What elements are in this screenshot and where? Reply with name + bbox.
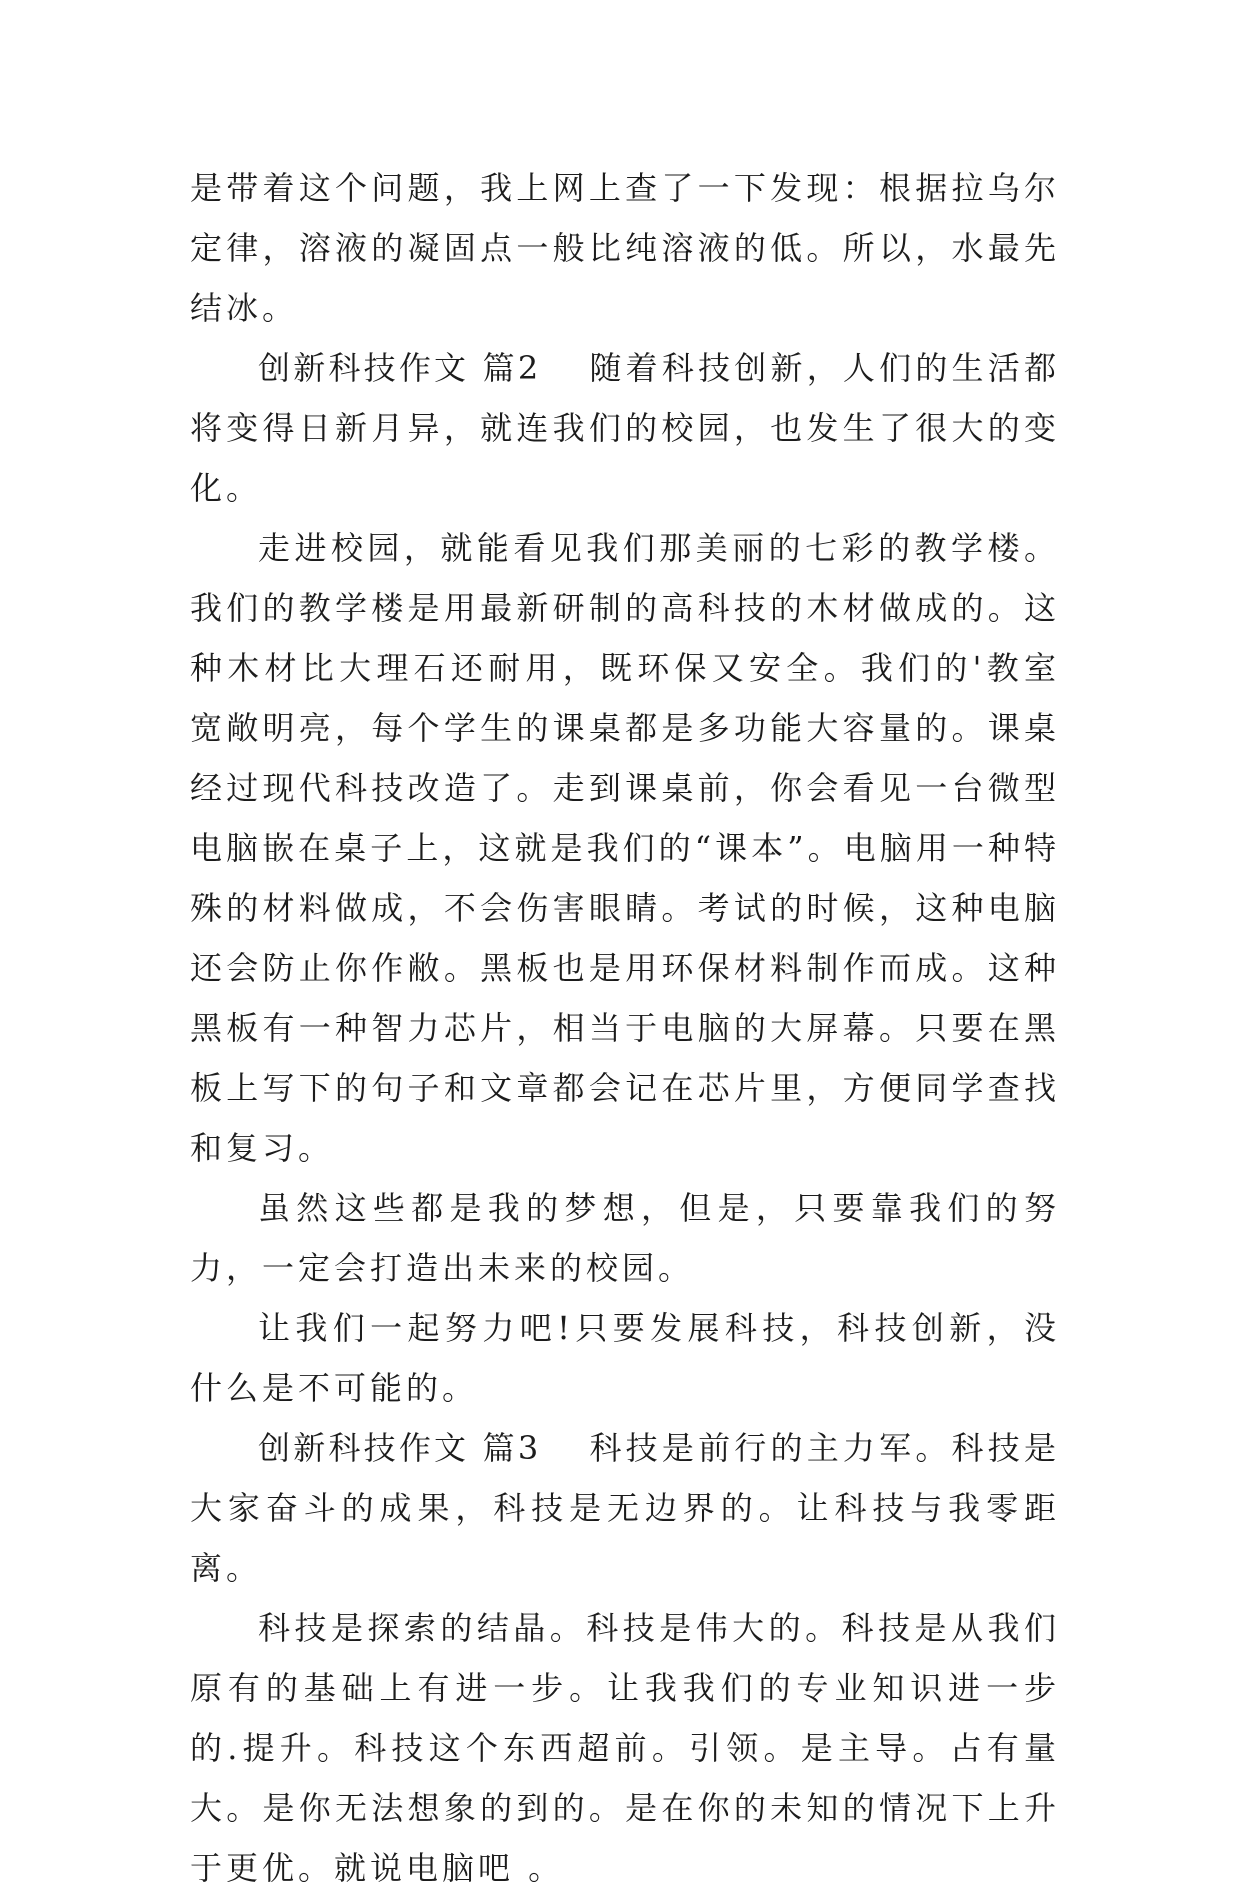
paragraph-effort: 让我们一起努力吧!只要发展科技，科技创新，没什么是不可能的。 xyxy=(190,1309,1060,1407)
paragraph-dream: 虽然这些都是我的梦想，但是，只要靠我们的努力，一定会打造出未来的校园。 xyxy=(190,1189,1060,1287)
document-body xyxy=(190,158,1060,1898)
essay-heading-3: 创新科技作文 篇3 xyxy=(258,1429,542,1467)
paragraph-continuation: 是带着这个问题，我上网上查了一下发现：根据拉乌尔定律，溶液的凝固点一般比纯溶液的低。所以，水最先结冰。 xyxy=(190,169,1060,327)
paragraph-essay-3-intro xyxy=(190,1418,1060,1598)
essay-heading-2: 创新科技作文 篇2 xyxy=(258,349,542,387)
essay-2-intro-text: 随着科技创新，人们的生活都将变得日新月异，就连我们的校园，也发生了很大的变化。 xyxy=(190,349,1060,507)
paragraph-essay-2-intro xyxy=(190,338,1060,518)
paragraph-exploration: 科技是探索的结晶。科技是伟大的。科技是从我们原有的基础上有进一步。让我我们的专业知识进一步的.提升。科技这个东西超前。引领。是主导。占有量大。是你无法想象的到的。是在你的未知的情况下上升于更优。就说电脑吧 。 xyxy=(190,1609,1060,1887)
paragraph-campus: 走进校园，就能看见我们那美丽的七彩的教学楼。我们的教学楼是用最新研制的高科技的木材做成的。这种木材比大理石还耐用，既环保又安全。我们的'教室宽敞明亮，每个学生的课桌都是多功能大容量的。课桌经过现代科技改造了。走到课桌前，你会看见一台微型电脑嵌在桌子上，这就是我们的“课本”。电脑用一种特殊的材料做成，不会伤害眼睛。考试的时候，这种电脑还会防止你作敝。黑板也是用环保材料制作而成。这种黑板有一种智力芯片，相当于电脑的大屏幕。只要在黑板上写下的句子和文章都会记在芯片里，方便同学查找和复习。 xyxy=(190,529,1060,1167)
essay-3-intro-text: 科技是前行的主力军。科技是大家奋斗的成果，科技是无边界的。让科技与我零距离。 xyxy=(190,1429,1060,1587)
